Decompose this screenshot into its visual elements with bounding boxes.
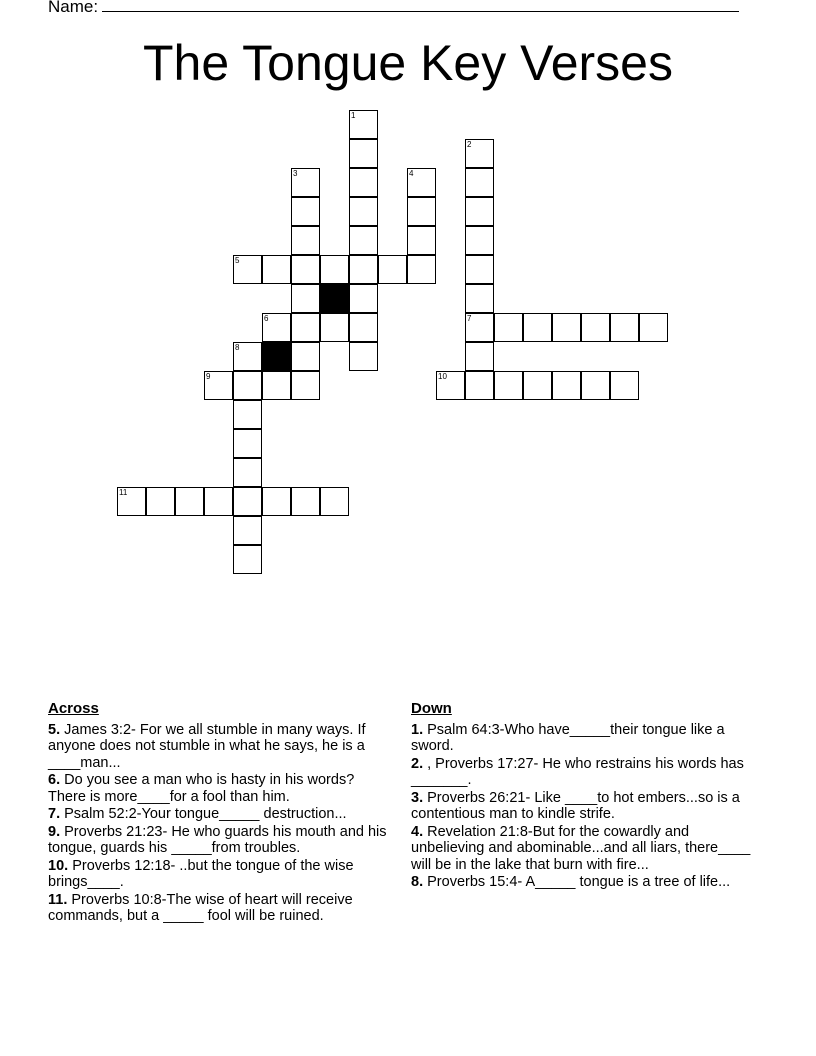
clue-down-2: 2. , Proverbs 17:27- He who restrains his words has _______. — [411, 755, 744, 788]
across-heading: Across — [48, 700, 99, 717]
grid-cell[interactable] — [291, 371, 320, 400]
grid-cell[interactable] — [320, 255, 349, 284]
grid-cell[interactable] — [291, 168, 320, 197]
grid-cell[interactable] — [291, 226, 320, 255]
clue-down-1: 1. Psalm 64:3-Who have_____their tongue like a sword. — [411, 721, 725, 754]
across-clues — [48, 701, 388, 926]
grid-cell[interactable] — [233, 516, 262, 545]
grid-cell[interactable] — [349, 342, 378, 371]
clue-number: 6 — [264, 314, 269, 323]
grid-cell[interactable] — [465, 342, 494, 371]
grid-cell[interactable] — [291, 255, 320, 284]
grid-cell[interactable] — [465, 168, 494, 197]
grid-cell[interactable] — [378, 255, 407, 284]
grid-cell[interactable] — [262, 313, 291, 342]
grid-cell[interactable] — [610, 313, 639, 342]
clue-number: 3 — [293, 169, 298, 178]
grid-cell[interactable] — [349, 197, 378, 226]
grid-cell[interactable] — [465, 139, 494, 168]
grid-cell[interactable] — [320, 487, 349, 516]
clue-number: 7 — [467, 314, 472, 323]
clue-number: 4 — [409, 169, 414, 178]
grid-cell[interactable] — [233, 371, 262, 400]
grid-cell[interactable] — [349, 255, 378, 284]
grid-cell[interactable] — [407, 168, 436, 197]
grid-cell[interactable] — [349, 284, 378, 313]
grid-cell[interactable] — [349, 168, 378, 197]
name-label: Name: — [48, 0, 99, 16]
grid-cell[interactable] — [407, 255, 436, 284]
grid-cell[interactable] — [465, 284, 494, 313]
clue-down-3: 3. Proverbs 26:21- Like ____to hot embers...so is a contentious man to kindle strife. — [411, 789, 740, 822]
grid-cell[interactable] — [233, 545, 262, 574]
grid-cell[interactable] — [291, 197, 320, 226]
grid-cell[interactable] — [581, 371, 610, 400]
grid-cell[interactable] — [146, 487, 175, 516]
grid-cell[interactable] — [320, 313, 349, 342]
grid-cell[interactable] — [465, 313, 494, 342]
clue-across-5: 5. James 3:2- For we all stumble in many ways. If anyone does not stumble in what he says, he is a ____man... — [48, 721, 366, 771]
grid-cell[interactable] — [407, 226, 436, 255]
grid-cell[interactable] — [494, 313, 523, 342]
grid-cell[interactable] — [465, 226, 494, 255]
grid-cell[interactable] — [175, 487, 204, 516]
grid-cell[interactable] — [262, 371, 291, 400]
grid-cell[interactable] — [117, 487, 146, 516]
grid-cell[interactable] — [465, 255, 494, 284]
grid-cell[interactable] — [407, 197, 436, 226]
clue-number: 11 — [119, 488, 128, 497]
grid-cell[interactable] — [349, 110, 378, 139]
clue-across-7: 7. Psalm 52:2-Your tongue_____ destruction... — [48, 806, 347, 822]
clue-number: 1 — [351, 111, 356, 120]
grid-cell-blocked — [320, 284, 349, 313]
grid-cell[interactable] — [262, 487, 291, 516]
grid-cell[interactable] — [233, 487, 262, 516]
grid-cell[interactable] — [639, 313, 668, 342]
clue-across-9: 9. Proverbs 21:23- He who guards his mouth and his tongue, guards his _____from troubles. — [48, 823, 387, 856]
grid-cell[interactable] — [552, 371, 581, 400]
grid-cell[interactable] — [436, 371, 465, 400]
grid-cell[interactable] — [262, 255, 291, 284]
clue-down-8: 8. Proverbs 15:4- A_____ tongue is a tree of life... — [411, 874, 731, 890]
grid-cell[interactable] — [233, 458, 262, 487]
grid-cell[interactable] — [233, 342, 262, 371]
grid-cell[interactable] — [291, 342, 320, 371]
clue-across-6: 6. Do you see a man who is hasty in his words? There is more____for a fool than him. — [48, 772, 355, 805]
grid-cell[interactable] — [233, 400, 262, 429]
grid-cell[interactable] — [204, 371, 233, 400]
clue-number: 9 — [206, 372, 211, 381]
clue-across-11: 11. Proverbs 10:8-The wise of heart will receive commands, but a _____ fool will be ruined. — [48, 891, 353, 924]
grid-cell[interactable] — [233, 255, 262, 284]
clue-number: 5 — [235, 256, 240, 265]
clue-down-4: 4. Revelation 21:8-But for the cowardly and unbelieving and abominable...and all liars, there____ will be in the lake that burn with fire... — [411, 823, 751, 873]
grid-cell[interactable] — [494, 371, 523, 400]
grid-cell[interactable] — [233, 429, 262, 458]
grid-cell[interactable] — [291, 313, 320, 342]
grid-cell[interactable] — [291, 284, 320, 313]
clue-number: 8 — [235, 343, 240, 352]
grid-cell[interactable] — [291, 487, 320, 516]
grid-cell[interactable] — [523, 371, 552, 400]
down-heading: Down — [411, 700, 452, 717]
grid-cell[interactable] — [349, 139, 378, 168]
grid-cell[interactable] — [465, 197, 494, 226]
grid-cell[interactable] — [610, 371, 639, 400]
grid-cell[interactable] — [349, 226, 378, 255]
grid-cell[interactable] — [552, 313, 581, 342]
grid-cell[interactable] — [349, 313, 378, 342]
page-title: The Tongue Key Verses — [143, 35, 673, 91]
clue-number: 10 — [438, 372, 447, 381]
clue-across-10: 10. Proverbs 12:18- ..but the tongue of the wise brings____. — [48, 857, 354, 890]
down-clues — [411, 701, 763, 892]
grid-cell[interactable] — [204, 487, 233, 516]
grid-cell[interactable] — [581, 313, 610, 342]
clue-number: 2 — [467, 140, 472, 149]
grid-cell[interactable] — [465, 371, 494, 400]
grid-cell[interactable] — [523, 313, 552, 342]
grid-cell-blocked — [262, 342, 291, 371]
